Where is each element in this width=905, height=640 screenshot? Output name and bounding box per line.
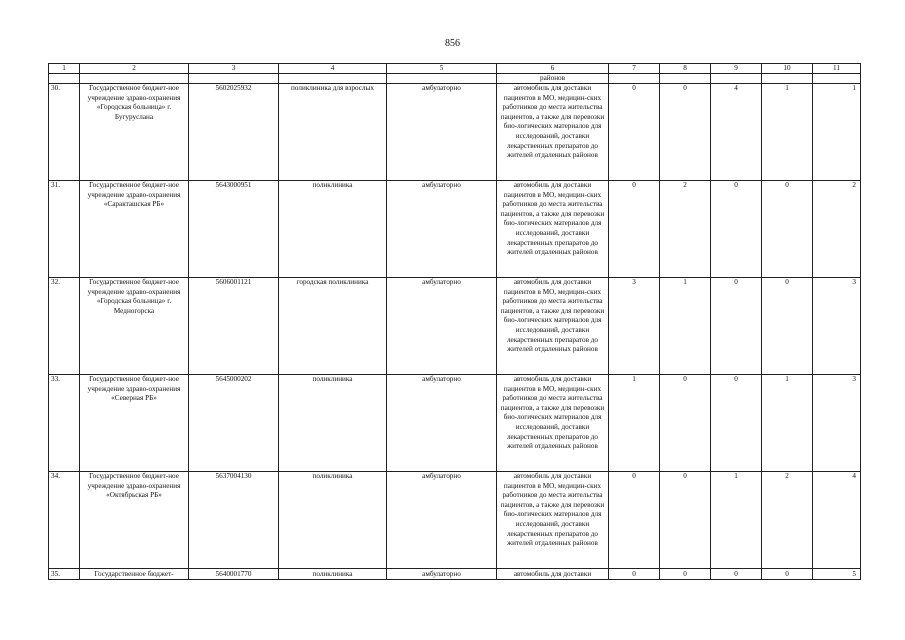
count-col-11: 3 bbox=[813, 278, 861, 375]
column-number: 3 bbox=[189, 64, 279, 74]
count-col-10: 1 bbox=[762, 84, 813, 181]
inn-code: 5640001770 bbox=[189, 569, 279, 580]
table-row bbox=[49, 181, 861, 278]
care-mode: амбулаторно bbox=[387, 375, 497, 472]
facility-type: поликлиника bbox=[279, 375, 387, 472]
vehicles-table bbox=[48, 63, 861, 580]
care-mode: амбулаторно bbox=[387, 569, 497, 580]
care-mode: амбулаторно bbox=[387, 84, 497, 181]
column-number: 9 bbox=[711, 64, 762, 74]
column-number: 7 bbox=[609, 64, 660, 74]
care-mode: амбулаторно bbox=[387, 181, 497, 278]
row-number: 34. bbox=[49, 472, 80, 569]
facility-type: поликлиника bbox=[279, 569, 387, 580]
facility-type: поликлиника bbox=[279, 472, 387, 569]
column-number: 4 bbox=[279, 64, 387, 74]
count-col-11: 4 bbox=[813, 472, 861, 569]
vehicle-purpose: автомобиль для доставки пациентов в МО, медицин-ских работников до места жительства пациентов, а также для перевозки био-логических материалов для исследований, доставки лекарственных препаратов до жителей отдаленных районов bbox=[497, 181, 609, 278]
count-col-8: 0 bbox=[660, 375, 711, 472]
count-col-9: 0 bbox=[711, 278, 762, 375]
table-row bbox=[49, 84, 861, 181]
table-row-partial bbox=[49, 569, 861, 580]
institution-name: Государственное бюджет-ное учреждение здраво-охранения «Северная РБ» bbox=[80, 375, 189, 472]
count-col-11: 1 bbox=[813, 84, 861, 181]
care-mode: амбулаторно bbox=[387, 472, 497, 569]
facility-type: поликлиника bbox=[279, 181, 387, 278]
count-col-7: 0 bbox=[609, 181, 660, 278]
count-col-7: 0 bbox=[609, 569, 660, 580]
column-number: 8 bbox=[660, 64, 711, 74]
count-col-11: 3 bbox=[813, 375, 861, 472]
count-col-10: 0 bbox=[762, 181, 813, 278]
institution-name: Государственное бюджет-ное учреждение здраво-охранения «Городская больница» г. Медногорска bbox=[80, 278, 189, 375]
count-col-8: 2 bbox=[660, 181, 711, 278]
inn-code: 5645000202 bbox=[189, 375, 279, 472]
count-col-8: 1 bbox=[660, 278, 711, 375]
count-col-9: 4 bbox=[711, 84, 762, 181]
row-number: 33. bbox=[49, 375, 80, 472]
vehicle-purpose: автомобиль для доставки пациентов в МО, медицин-ских работников до места жительства пациентов, а также для перевозки био-логических материалов для исследований, доставки лекарственных препаратов до жителей отдаленных районов bbox=[497, 278, 609, 375]
column-number: 11 bbox=[813, 64, 861, 74]
row-number: 30. bbox=[49, 84, 80, 181]
table-row bbox=[49, 278, 861, 375]
inn-code: 5637004130 bbox=[189, 472, 279, 569]
institution-name: Государственное бюджет-ное учреждение здраво-охранения «Саракташская РБ» bbox=[80, 181, 189, 278]
row-number: 32. bbox=[49, 278, 80, 375]
count-col-9: 0 bbox=[711, 375, 762, 472]
page-number: 856 bbox=[445, 38, 460, 49]
count-col-8: 0 bbox=[660, 472, 711, 569]
inn-code: 5602025932 bbox=[189, 84, 279, 181]
vehicle-purpose: автомобиль для доставки пациентов в МО, медицин-ских работников до места жительства пациентов, а также для перевозки био-логических материалов для исследований, доставки лекарственных препаратов до жителей отдаленных районов bbox=[497, 472, 609, 569]
column-number: 1 bbox=[49, 64, 80, 74]
count-col-10: 0 bbox=[762, 569, 813, 580]
count-col-7: 0 bbox=[609, 84, 660, 181]
continuation-text: районов bbox=[497, 74, 609, 84]
count-col-7: 1 bbox=[609, 375, 660, 472]
institution-name: Государственное бюджет-ное учреждение здраво-охранения «Октябрьская РБ» bbox=[80, 472, 189, 569]
inn-code: 5606001121 bbox=[189, 278, 279, 375]
count-col-9: 0 bbox=[711, 181, 762, 278]
vehicle-purpose: автомобиль для доставки пациентов в МО, медицин-ских работников до места жительства пациентов, а также для перевозки био-логических материалов для исследований, доставки лекарственных препаратов до жителей отдаленных районов bbox=[497, 84, 609, 181]
vehicle-purpose: автомобиль для доставки bbox=[497, 569, 609, 580]
count-col-7: 3 bbox=[609, 278, 660, 375]
facility-type: городская поликлиника bbox=[279, 278, 387, 375]
inn-code: 5643000951 bbox=[189, 181, 279, 278]
column-number: 2 bbox=[80, 64, 189, 74]
facility-type: поликлиника для взрослых bbox=[279, 84, 387, 181]
count-col-8: 0 bbox=[660, 84, 711, 181]
count-col-9: 1 bbox=[711, 472, 762, 569]
vehicle-purpose: автомобиль для доставки пациентов в МО, медицин-ских работников до места жительства пациентов, а также для перевозки био-логических материалов для исследований, доставки лекарственных препаратов до жителей отдаленных районов bbox=[497, 375, 609, 472]
column-number-header-row bbox=[49, 64, 861, 74]
column-number: 6 bbox=[497, 64, 609, 74]
table-row bbox=[49, 472, 861, 569]
institution-name: Государственное бюджет-ное учреждение здраво-охранения «Городская больница» г. Бугуруслана bbox=[80, 84, 189, 181]
count-col-9: 0 bbox=[711, 569, 762, 580]
count-col-8: 0 bbox=[660, 569, 711, 580]
count-col-11: 5 bbox=[813, 569, 861, 580]
count-col-11: 2 bbox=[813, 181, 861, 278]
count-col-10: 0 bbox=[762, 278, 813, 375]
care-mode: амбулаторно bbox=[387, 278, 497, 375]
row-number: 35. bbox=[49, 569, 80, 580]
column-number: 10 bbox=[762, 64, 813, 74]
count-col-7: 0 bbox=[609, 472, 660, 569]
institution-name: Государственное бюджет- bbox=[80, 569, 189, 580]
count-col-10: 2 bbox=[762, 472, 813, 569]
continuation-row bbox=[49, 74, 861, 84]
table-row bbox=[49, 375, 861, 472]
row-number: 31. bbox=[49, 181, 80, 278]
count-col-10: 1 bbox=[762, 375, 813, 472]
column-number: 5 bbox=[387, 64, 497, 74]
